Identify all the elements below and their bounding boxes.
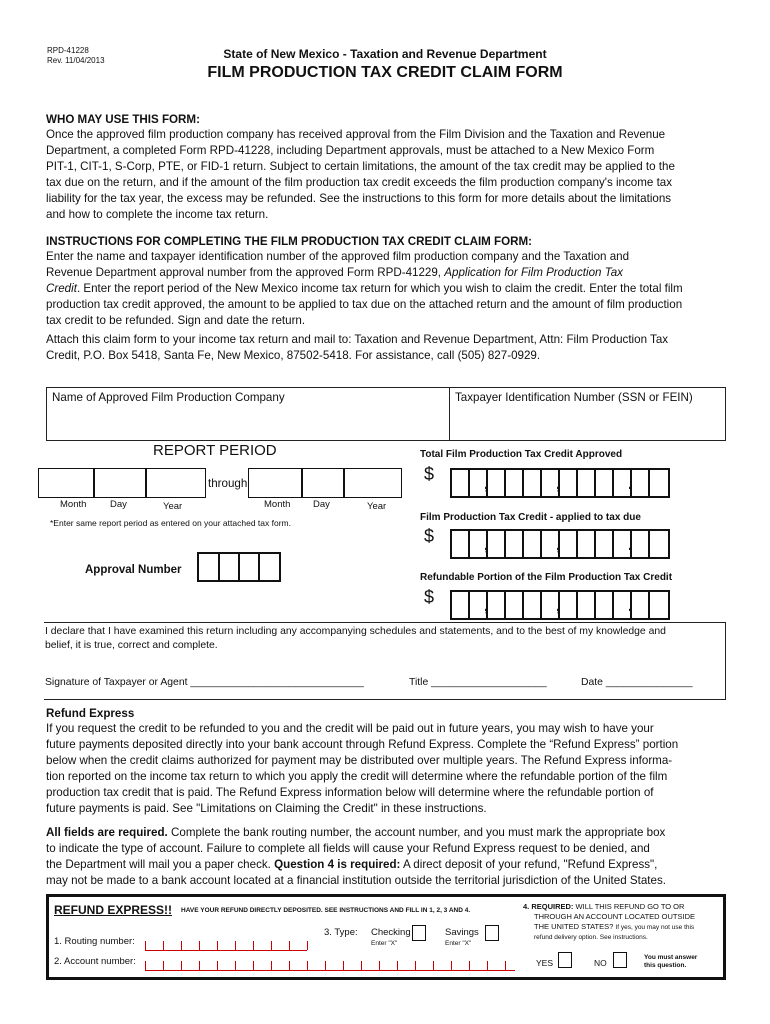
digit-divider: [163, 941, 164, 950]
checking-enter-x: Enter "X": [371, 940, 398, 947]
digit-divider: [145, 941, 146, 950]
refundable-credit-dollar: $: [424, 587, 435, 607]
refund-express-title: REFUND EXPRESS!!: [54, 903, 173, 917]
thousands-separator: ,: [484, 537, 489, 554]
must-answer-note: You must answer this question.: [644, 954, 698, 969]
routing-number-input[interactable]: [145, 934, 307, 951]
digit-divider: [379, 961, 380, 970]
declaration-line-2: belief, it is true, correct and complete.: [45, 640, 218, 651]
declaration-line-1: I declare that I have examined this return including any accompanying schedules and statements, and to the best of my knowledge and: [45, 626, 666, 637]
through-label: through: [208, 477, 248, 490]
start-year-input[interactable]: [146, 468, 206, 498]
digit-divider: [469, 961, 470, 970]
digit-divider: [235, 941, 236, 950]
digit-divider: [487, 961, 488, 970]
digit-divider: [217, 941, 218, 950]
mailing-instructions: Attach this claim form to your income tax return and mail to: Taxation and Revenue Department, Attn: Film Production Tax Credit, P.O. Box 5418, Santa Fe, New Mexico, 87502-5418. For assistance, call (505) 827-0929.: [46, 333, 669, 362]
yes-checkbox[interactable]: [558, 952, 572, 968]
digit-divider: [397, 961, 398, 970]
thousands-separator: ,: [484, 476, 489, 493]
thousands-separator: ,: [484, 598, 489, 615]
page-title: FILM PRODUCTION TAX CREDIT CLAIM FORM: [207, 64, 563, 81]
applied-credit-amount-input[interactable]: [450, 529, 666, 557]
total-credit-dollar: $: [424, 464, 435, 484]
decimal-point: .: [628, 476, 633, 493]
end-day-input[interactable]: [302, 468, 344, 498]
routing-number-label: 1. Routing number:: [54, 936, 135, 947]
start-day-input[interactable]: [94, 468, 146, 498]
digit-divider: [361, 961, 362, 970]
no-label: NO: [594, 958, 607, 968]
thousands-separator: ,: [556, 476, 561, 493]
checking-label: Checking: [371, 927, 411, 938]
who-paragraph: Once the approved film production company has received approval from the Film Division and the Taxation and Revenue Department, a completed Form RPD-41228, including Department approvals, must be attached to a New Mexico Form PIT-1, CIT-1, S-Corp, PTE, or FID-1 return. Subject to certain limitations, the amount of the tax credit may be applied to the tax due on the return, and if the amount of the film production tax credit exceeds the film production company's income tax liability for the tax year, the excess may be refunded. See the instructions to this form for more details about the limitations and how to complete the income tax return.: [46, 128, 675, 221]
decimal-point: .: [628, 537, 633, 554]
thousands-separator: ,: [556, 598, 561, 615]
applied-credit-dollar: $: [424, 526, 435, 546]
start-year-label: Year: [163, 501, 183, 512]
refund-express-subtitle: HAVE YOUR REFUND DIRECTLY DEPOSITED. SEE INSTRUCTIONS AND FILL IN 1, 2, 3 AND 4.: [181, 907, 471, 914]
tin-label: Taxpayer Identification Number (SSN or FEIN): [455, 391, 693, 404]
digit-divider: [181, 961, 182, 970]
end-day-label: Day: [313, 499, 330, 510]
savings-label: Savings: [445, 927, 479, 938]
company-name-input[interactable]: [50, 406, 445, 436]
digit-divider: [199, 961, 200, 970]
total-credit-amount-input[interactable]: [450, 468, 666, 496]
company-name-label: Name of Approved Film Production Company: [52, 391, 285, 404]
refund-express-paragraph: If you request the credit to be refunded to you and the credit will be paid out in future years, you may wish to have your future payments deposited directly into your bank account through Refund Express. Complete the “Refund Express” portion below when the credit claims authorized for payment may be distributed over multiple years. The Refund Express informa- tion reported on the income tax return to which you apply the credit will determine where the refundable portion of the film production tax credit that is paid. The Refund Express information below will determine where the refundable portion of future payments is paid. See "Limitations on Claiming the Credit" in these instructions.: [46, 722, 679, 815]
refundable-credit-label: Refundable Portion of the Film Production Tax Credit: [420, 572, 673, 583]
required-fields-paragraph: All fields are required. Complete the bank routing number, the account number, and you must mark the appropriate box to indicate the type of account. Failure to complete all fields will cause your Refund Express request to be denied, and the Department will mail you a paper check. Question 4 is required: A direct deposit of your refund, "Refund Express", may not be made to a bank account located at a financial institution outside the territorial jurisdiction of the United States.: [46, 826, 666, 887]
digit-divider: [253, 961, 254, 970]
yes-label: YES: [536, 958, 554, 968]
savings-checkbox[interactable]: [485, 925, 499, 941]
end-month-input[interactable]: [248, 468, 302, 498]
box-divider: [449, 387, 450, 441]
tin-input[interactable]: [453, 406, 721, 436]
digit-divider: [433, 961, 434, 970]
revision-date: Rev. 11/04/2013: [47, 56, 105, 65]
digit-divider: [289, 961, 290, 970]
account-number-label: 2. Account number:: [54, 956, 136, 967]
savings-enter-x: Enter "X": [445, 940, 472, 947]
digit-divider: [181, 941, 182, 950]
digit-divider: [163, 961, 164, 970]
no-checkbox[interactable]: [613, 952, 627, 968]
end-year-input[interactable]: [344, 468, 402, 498]
form-id: RPD-41228: [47, 46, 89, 55]
digit-divider: [253, 941, 254, 950]
start-day-label: Day: [110, 499, 127, 510]
digit-divider: [325, 961, 326, 970]
applied-credit-label: Film Production Tax Credit - applied to tax due: [420, 512, 641, 523]
report-period-heading: REPORT PERIOD: [153, 442, 277, 459]
digit-divider: [199, 941, 200, 950]
signature-field[interactable]: Signature of Taxpayer or Agent ______________________________: [45, 677, 364, 688]
title-field[interactable]: Title ____________________: [409, 677, 547, 688]
question-4-text: 4. REQUIRED: WILL THIS REFUND GO TO OR THROUGH AN ACCOUNT LOCATED OUTSIDE THE UNITED STATES? If yes, you may not use this refund delivery option. See instructions.: [523, 902, 695, 941]
digit-divider: [451, 961, 452, 970]
start-month-label: Month: [60, 499, 87, 510]
digit-divider: [415, 961, 416, 970]
account-type-label: 3. Type:: [324, 927, 358, 938]
digit-divider: [343, 961, 344, 970]
refundable-credit-amount-input[interactable]: [450, 590, 666, 618]
digit-divider: [217, 961, 218, 970]
department-name: State of New Mexico - Taxation and Revenue Department: [223, 47, 547, 61]
checking-checkbox[interactable]: [412, 925, 426, 941]
digit-divider: [235, 961, 236, 970]
decimal-point: .: [628, 598, 633, 615]
end-year-label: Year: [367, 501, 387, 512]
digit-divider: [307, 961, 308, 970]
digit-divider: [271, 961, 272, 970]
approval-number-label: Approval Number: [85, 564, 182, 576]
approval-number-input[interactable]: [197, 552, 281, 582]
total-credit-label: Total Film Production Tax Credit Approved: [420, 449, 623, 460]
digit-divider: [307, 941, 308, 950]
same-period-note: *Enter same report period as entered on your attached tax form.: [50, 518, 291, 528]
refund-express-heading: Refund Express: [46, 707, 135, 720]
digit-divider: [505, 961, 506, 970]
digit-divider: [271, 941, 272, 950]
account-number-input[interactable]: [145, 954, 515, 971]
instructions-paragraph: Enter the name and taxpayer identification number of the approved film production company and the Taxation and Revenue Department approval number from the approved Form RPD-41229, Application for Film Production Tax Credit. Enter the report period of the New Mexico income tax return for which you wish to claim the credit. Enter the total film production tax credit approved, the amount to be applied to tax due on the attached return and the amount of film production tax credit to be refunded. Sign and date the return.: [46, 250, 683, 327]
digit-divider: [289, 941, 290, 950]
start-month-input[interactable]: [38, 468, 94, 498]
digit-divider: [145, 961, 146, 970]
instructions-heading: INSTRUCTIONS FOR COMPLETING THE FILM PRODUCTION TAX CREDIT CLAIM FORM:: [46, 235, 533, 248]
date-field[interactable]: Date _______________: [581, 677, 693, 688]
who-heading: WHO MAY USE THIS FORM:: [46, 113, 200, 126]
thousands-separator: ,: [556, 537, 561, 554]
end-month-label: Month: [264, 499, 291, 510]
